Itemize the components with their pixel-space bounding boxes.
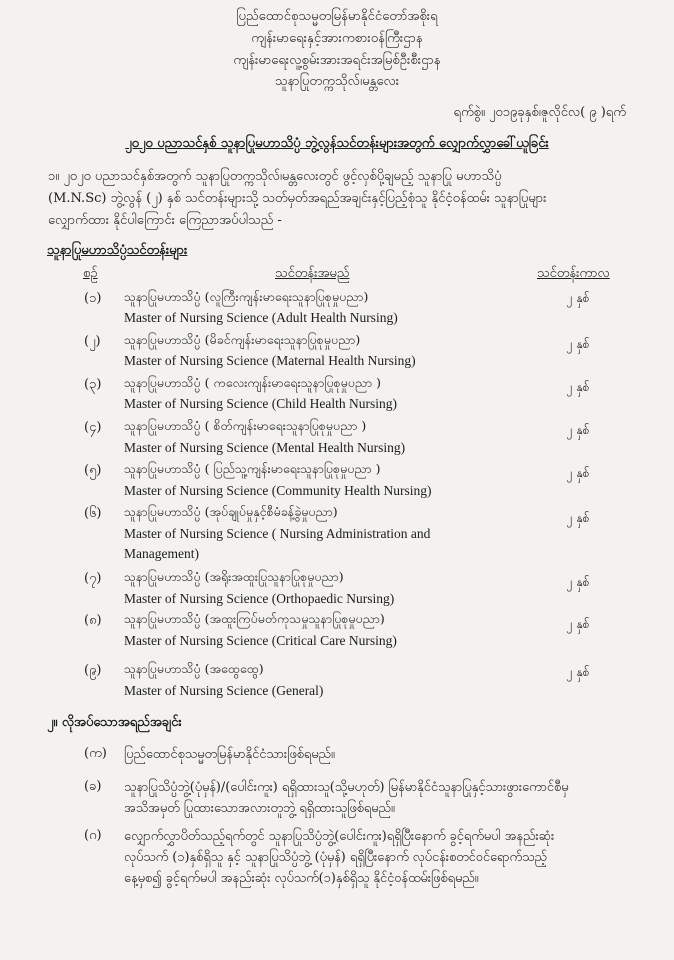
course-name-burmese: သူနာပြုမဟာသိပ္ပံ ( ပြည်သူ့ကျန်းမာရေးသူနာပြုစုမှုပညာ ) (124, 461, 381, 476)
row-number: (၁) (84, 291, 102, 306)
subject-text: ၂၀၂၀ ပညာသင်နှစ် သူနာပြုမဟာသိပ္ပံ ဘွဲ့လွန်သင်တန်းများအတွက် လျှောက်လွှာခေါ်ယူခြင်း (125, 136, 549, 151)
qualification-text (124, 826, 554, 889)
course-name-burmese: သူနာပြုမဟာသိပ္ပံ ( စိတ်ကျန်းမာရေးသူနာပြုစုမှုပညာ ) (124, 418, 367, 433)
qualification-label: (က) (84, 746, 107, 761)
course-name-english: Master of Nursing Science (Community Health Nursing) (124, 483, 432, 498)
qualification-text (124, 744, 335, 765)
header-ministry: ကျန်းမာရေးနှင့်အားကစားဝန်ကြီးဌာန (251, 31, 423, 46)
row-number: (၂) (84, 334, 101, 349)
row-number: (၆) (84, 506, 102, 521)
header-university: သူနာပြုတက္ကသိုလ်၊မန္တလေး (274, 74, 400, 89)
qualification-line: လုပ်သက် (၁)နှစ်ရှိသူ နှင့် သူနာပြုသိပ္ပံဘွဲ့ (ပုံမှန်) ရရှိပြီးနောက် လုပ်ငန်းစတင်ဝင်ရောက်သည့် (124, 850, 547, 865)
course-name-burmese: သူနာပြုမဟာသိပ္ပံ (အရိုးအထူးပြုသူနာပြုစုမှုပညာ) (124, 569, 344, 584)
course-duration: ၂ နှစ် (566, 664, 590, 679)
course-duration: ၂ နှစ် (566, 290, 590, 305)
qualification-label: (ခ) (84, 779, 102, 794)
row-number: (၇) (84, 571, 102, 586)
intro-line: ၁။ ၂၀၂၀ ပညာသင်နှစ်အတွက် သူနာပြုတက္ကသိုလ်၊မန္တလေးတွင် ဖွင့်လှစ်ပို့ချမည့် သူနာပြု မဟာသိပ္ပံ (48, 169, 502, 184)
row-number: (၉) (84, 663, 102, 678)
course-duration: ၂ နှစ် (566, 465, 590, 480)
course-name-english: Master of Nursing Science ( Nursing Administration and (124, 526, 431, 541)
course-duration: ၂ နှစ် (566, 336, 590, 351)
course-duration: ၂ နှစ် (566, 379, 590, 394)
course-name-burmese: သူနာပြုမဟာသိပ္ပံ ( ကလေးကျန်းမာရေးသူနာပြုစုမှုပညာ ) (124, 375, 381, 390)
intro-line: လျှောက်ထား နိုင်ပါကြောင်း ကြေညာအပ်ပါသည် - (48, 213, 282, 228)
row-number: (၅) (84, 463, 102, 478)
qualification-text (124, 777, 568, 819)
course-duration: ၂ နှစ် (566, 616, 590, 631)
course-name-english: Master of Nursing Science (Maternal Health Nursing) (124, 353, 416, 368)
subject-line (0, 135, 674, 154)
reference-date: ရက်စွဲ။ ၂၀၁၉ခုနှစ်၊ဇူလိုင်လ( ၉ )ရက် (453, 105, 626, 120)
header-government: ပြည်ထောင်စုသမ္မတမြန်မာနိုင်ငံတော်အစိုးရ (236, 9, 438, 24)
course-name-english: Master of Nursing Science (Mental Health Nursing) (124, 440, 406, 455)
qualification-line: နေ့မှစ၍ ခွင့်ရက်မပါ အနည်းဆုံး လုပ်သက်(၁)နှစ်ရှိသူ နိုင်ငံ့ဝန်ထမ်းဖြစ်ရမည်။ (124, 871, 479, 886)
qualification-line: လျှောက်လွှာပိတ်သည့်ရက်တွင် သူနာပြုသိပ္ပံဘွဲ့(ပေါင်းကူး)ရရှိပြီးနောက် ခွင့်ရက်မပါ အနည်းဆုံး (124, 829, 555, 844)
course-name-burmese: သူနာပြုမဟာသိပ္ပံ (အထွေထွေ) (124, 661, 264, 676)
course-duration: ၂ နှစ် (566, 422, 590, 437)
course-duration: ၂ နှစ် (566, 574, 590, 589)
course-name-english: Master of Nursing Science (Adult Health Nursing) (124, 310, 398, 325)
row-number: (၈) (84, 613, 102, 628)
header-department: ကျန်းမာရေးလူ့စွမ်းအားအရင်းအမြစ်ဦးစီးဌာန (233, 53, 441, 68)
course-duration: ၂ နှစ် (566, 510, 590, 525)
course-name-english: Master of Nursing Science (Critical Care Nursing) (124, 633, 397, 648)
course-name-english: Master of Nursing Science (General) (124, 683, 324, 698)
row-number: (၃) (84, 377, 102, 392)
section-heading: သူနာပြုမဟာသိပ္ပံသင်တန်းများ (47, 243, 188, 258)
course-name-burmese: သူနာပြုမဟာသိပ္ပံ (အုပ်ချုပ်မှုနှင့်စီမံခန့်ခွဲမှုပညာ) (124, 504, 338, 519)
qualification-line: ပြည်ထောင်စုသမ္မတမြန်မာနိုင်ငံသားဖြစ်ရမည်။ (124, 747, 335, 762)
course-name-burmese: သူနာပြုမဟာသိပ္ပံ (အထူးကြပ်မတ်ကုသမှုသူနာပြုစုမှုပညာ) (124, 611, 385, 626)
course-name-english: Master of Nursing Science (Orthopaedic Nursing) (124, 591, 395, 606)
intro-paragraph (48, 166, 648, 232)
column-header-number: စဉ် (83, 266, 98, 281)
qualification-label: (ဂ) (84, 828, 102, 843)
column-header-duration: သင်တန်းကာလ (537, 266, 610, 281)
qualifications-heading: ၂။ လိုအပ်သောအရည်အချင်း (47, 715, 182, 730)
course-name-english-continued: Management) (124, 546, 199, 561)
course-name-english: Master of Nursing Science (Child Health Nursing) (124, 396, 397, 411)
column-header-name: သင်တန်းအမည် (275, 266, 350, 281)
course-name-burmese: သူနာပြုမဟာသိပ္ပံ (မိခင်ကျန်းမာရေးသူနာပြုစုမှုပညာ) (124, 332, 361, 347)
qualification-line: အသိအမှတ် ပြုထားသောအလားတူဘွဲ့ ရရှိထားသူဖြစ်ရမည်။ (124, 801, 395, 816)
intro-line: (M.N.Sc) ဘွဲ့လွန် (၂) နှစ် သင်တန်းများသို့ သတ်မှတ်အရည်အချင်းနှင့်ပြည့်စုံသူ နိုင်ငံ့ဝန်ထမ်း သူနာပြုများ (48, 191, 547, 206)
course-name-burmese: သူနာပြုမဟာသိပ္ပံ (လူကြီးကျန်းမာရေးသူနာပြုစုမှုပညာ) (124, 289, 369, 304)
row-number: (၄) (84, 420, 102, 435)
qualification-line: သူနာပြုသိပ္ပံဘွဲ့(ပုံမှန်)/(ပေါင်းကူး) ရရှိထားသူ(သို့မဟုတ်) မြန်မာနိုင်ငံသူနာပြုနှင့်သားဖွားကောင်စီမှ (124, 780, 569, 795)
